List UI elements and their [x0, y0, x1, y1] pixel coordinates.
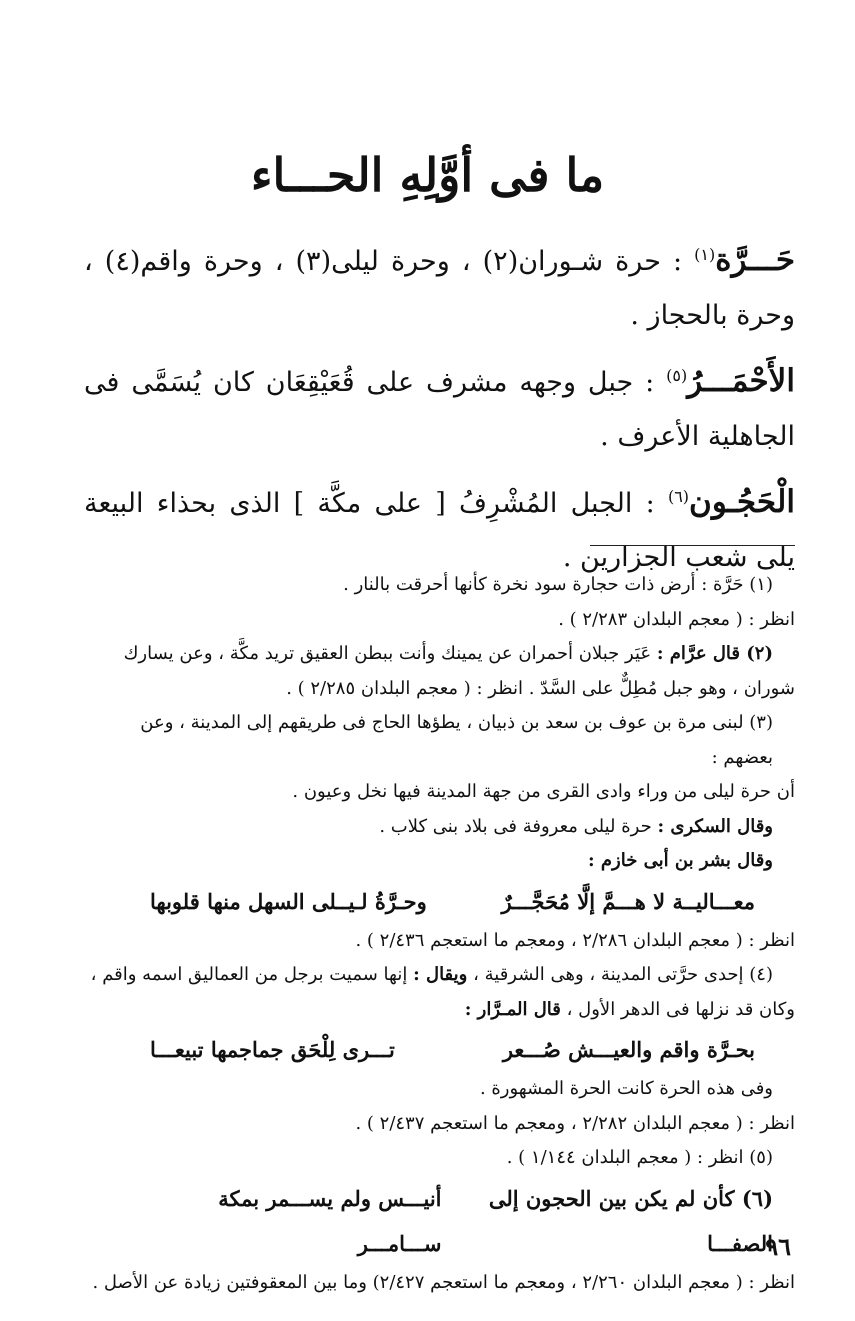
entry-harra: [84, 228, 795, 343]
verse-text: كأن لم يكن بين الحجون إلى الصفـــا: [488, 1185, 773, 1256]
verse-hemistich: تـــرى لِلْحَق جماجمها تبيعـــا: [150, 1037, 395, 1062]
footnote-text: إنها سميت برجل من العماليق اسمه واقم ،: [90, 964, 414, 985]
entry-headword: حَـــرَّة: [715, 242, 795, 278]
footnote-line: [88, 810, 795, 845]
entry-definition: : حرة شـوران(٢) ، وحرة ليلى(٣) ، وحرة واقم(٤) ، وحرة بالحجاز .: [84, 246, 795, 331]
footnote-ref: (٦): [667, 487, 690, 506]
footnote-lead: (٢) قال عرَّام :: [656, 643, 773, 664]
footnote-text: وكان قد نزلها فى الدهر الأول ،: [560, 998, 795, 1020]
footnote-line: شوران ، وهو جبل مُطِلٌّ على السَّدّ . انظر : ( معجم البلدان ٢/٢٨٥ ) .: [286, 677, 795, 699]
footnote-line: (١) حَرَّة : أرض ذات حجارة سود نخرة كأنها أحرقت بالنار .: [343, 574, 773, 595]
page-number: ٩٦: [765, 1232, 791, 1261]
footnote-ref: (٥): [666, 366, 688, 385]
poem-verse: [88, 1027, 795, 1072]
footnote-divider: [590, 545, 795, 546]
footnote-line: [88, 993, 795, 1028]
entries-section: [84, 228, 795, 591]
footnote-line: وقال بشر بن أبى خازم :: [587, 850, 773, 871]
footnote-lead: وقال السكرى :: [657, 815, 773, 837]
poem-verse: [88, 879, 795, 924]
footnote-text: (٤) إحدى حرَّتى المدينة ، وهى الشرقية ،: [467, 964, 773, 985]
entry-headword: الْحَجُـون: [689, 484, 795, 520]
footnote-line: انظر : ( معجم البلدان ٢/٢٨٢ ، ومعجم ما استعجم ٢/٤٣٧ ) .: [355, 1112, 795, 1134]
footnote-lead: قال المـرَّار :: [464, 998, 561, 1020]
footnote-lead: ويقال :: [413, 964, 468, 985]
footnote-line: انظر : ( معجم البلدان ٢/٢٦٠ ، ومعجم ما استعجم ٢/٤٢٧) وما بين المعقوفتين زيادة عن الأصل .: [92, 1271, 795, 1293]
verse-hemistich: أنيـــس ولم يســـمر بمكة ســـامـــر: [218, 1185, 442, 1256]
verse-hemistich: [442, 1176, 773, 1266]
entry-definition: : الجبل المُشْرِفُ [ على مكَّة ] الذى بحذاء البيعة يلى شعب الجزارين .: [84, 488, 795, 573]
entry-headword: الأَحْمَـــرُ: [687, 363, 795, 399]
entry-ahmar: [84, 349, 795, 464]
footnote-line: [88, 637, 795, 672]
entry-definition: : جبل وجهه مشرف على قُعَيْقِعَان كان يُسَمَّى فى الجاهلية الأعرف .: [84, 367, 795, 452]
footnotes: [88, 568, 795, 1300]
footnote-line: أن حرة ليلى من وراء وادى القرى من جهة المدينة فيها نخل وعيون .: [292, 781, 795, 802]
footnote-line: انظر : ( معجم البلدان ٢/٢٨٦ ، ومعجم ما استعجم ٢/٤٣٦ ) .: [355, 929, 795, 951]
verse-hemistich: معـــاليــة لا هـــمَّ إلَّا مُحَجَّـــرٌ: [501, 888, 755, 914]
footnote-line: وفى هذه الحرة كانت الحرة المشهورة .: [479, 1078, 773, 1099]
footnote-ref: (١): [694, 245, 716, 264]
verse-hemistich: وحـرَّةُ لـيــلى السهل منها قلوبها: [150, 888, 427, 914]
footnote-number: (٦): [741, 1185, 773, 1211]
page-title: ما فى أوَّلِهِ الحـــاء: [250, 148, 605, 202]
footnote-line: (٥) انظر : ( معجم البلدان ١/١٤٤ ) .: [506, 1147, 773, 1168]
footnote-text: عَيَر جبلان أحمران عن يمينك وأنت ببطن العقيق تريد مكَّة ، وعن يسارك: [123, 643, 657, 664]
footnote-text: حرة ليلى معروفة فى بلاد بنى كلاب .: [379, 815, 658, 837]
poem-verse: [88, 1176, 795, 1266]
verse-hemistich: بحـرَّة واقم والعيـــش صُـــعر: [502, 1037, 755, 1062]
footnote-line: انظر : ( معجم البلدان ٢/٢٨٣ ) .: [558, 608, 795, 630]
footnote-line: (٣) لبنى مرة بن عوف بن سعد بن ذبيان ، يطؤها الحاج فى طريقهم إلى المدينة ، وعن بعضهم :: [140, 712, 773, 768]
footnote-line: [88, 958, 795, 993]
